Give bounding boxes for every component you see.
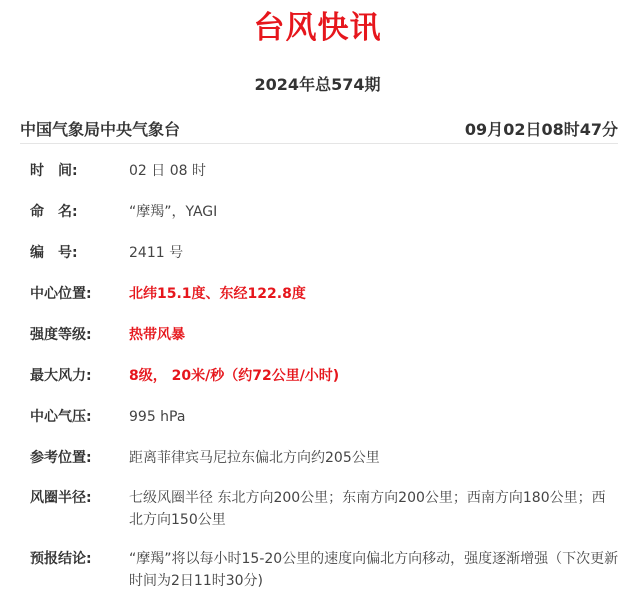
field-label: 最大风力: xyxy=(30,368,92,384)
field-label: 预报结论: xyxy=(30,551,92,567)
field-value: “摩羯”，YAGI xyxy=(129,204,218,220)
field-value: 热带风暴 xyxy=(129,327,185,343)
issue-number: 2024年总574期 xyxy=(254,75,381,94)
field-value: “摩羯”将以每小时15-20公里的速度向偏北方向移动，强度逐渐增强（下次更新时间为2日11时30分) xyxy=(129,551,619,589)
field-label: 命 名: xyxy=(30,204,78,220)
header-divider xyxy=(20,143,618,144)
field-value: 995 hPa xyxy=(129,409,186,425)
field-value: 距离菲律宾马尼拉东偏北方向约205公里 xyxy=(129,450,380,466)
field-label: 时 间: xyxy=(30,163,78,179)
field-label: 参考位置: xyxy=(30,450,92,466)
page-title: 台风快讯 xyxy=(253,10,382,46)
field-label: 中心气压: xyxy=(30,409,92,425)
agency-name: 中国气象局中央气象台 xyxy=(20,120,181,139)
field-label: 编 号: xyxy=(30,245,78,261)
field-label: 中心位置: xyxy=(30,286,92,302)
field-value: 8级， 20米/秒（约72公里/小时) xyxy=(129,368,340,384)
field-value: 02 日 08 时 xyxy=(129,163,206,179)
field-value: 北纬15.1度、东经122.8度 xyxy=(129,286,306,302)
field-label: 风圈半径: xyxy=(30,490,92,506)
bulletin-header xyxy=(20,117,618,141)
field-value: 2411 号 xyxy=(129,245,184,261)
field-value: 七级风圈半径 东北方向200公里；东南方向200公里；西南方向180公里；西北方向150公里 xyxy=(129,490,606,528)
release-datetime: 09月02日08时47分 xyxy=(464,120,618,139)
field-label: 强度等级: xyxy=(30,327,92,343)
